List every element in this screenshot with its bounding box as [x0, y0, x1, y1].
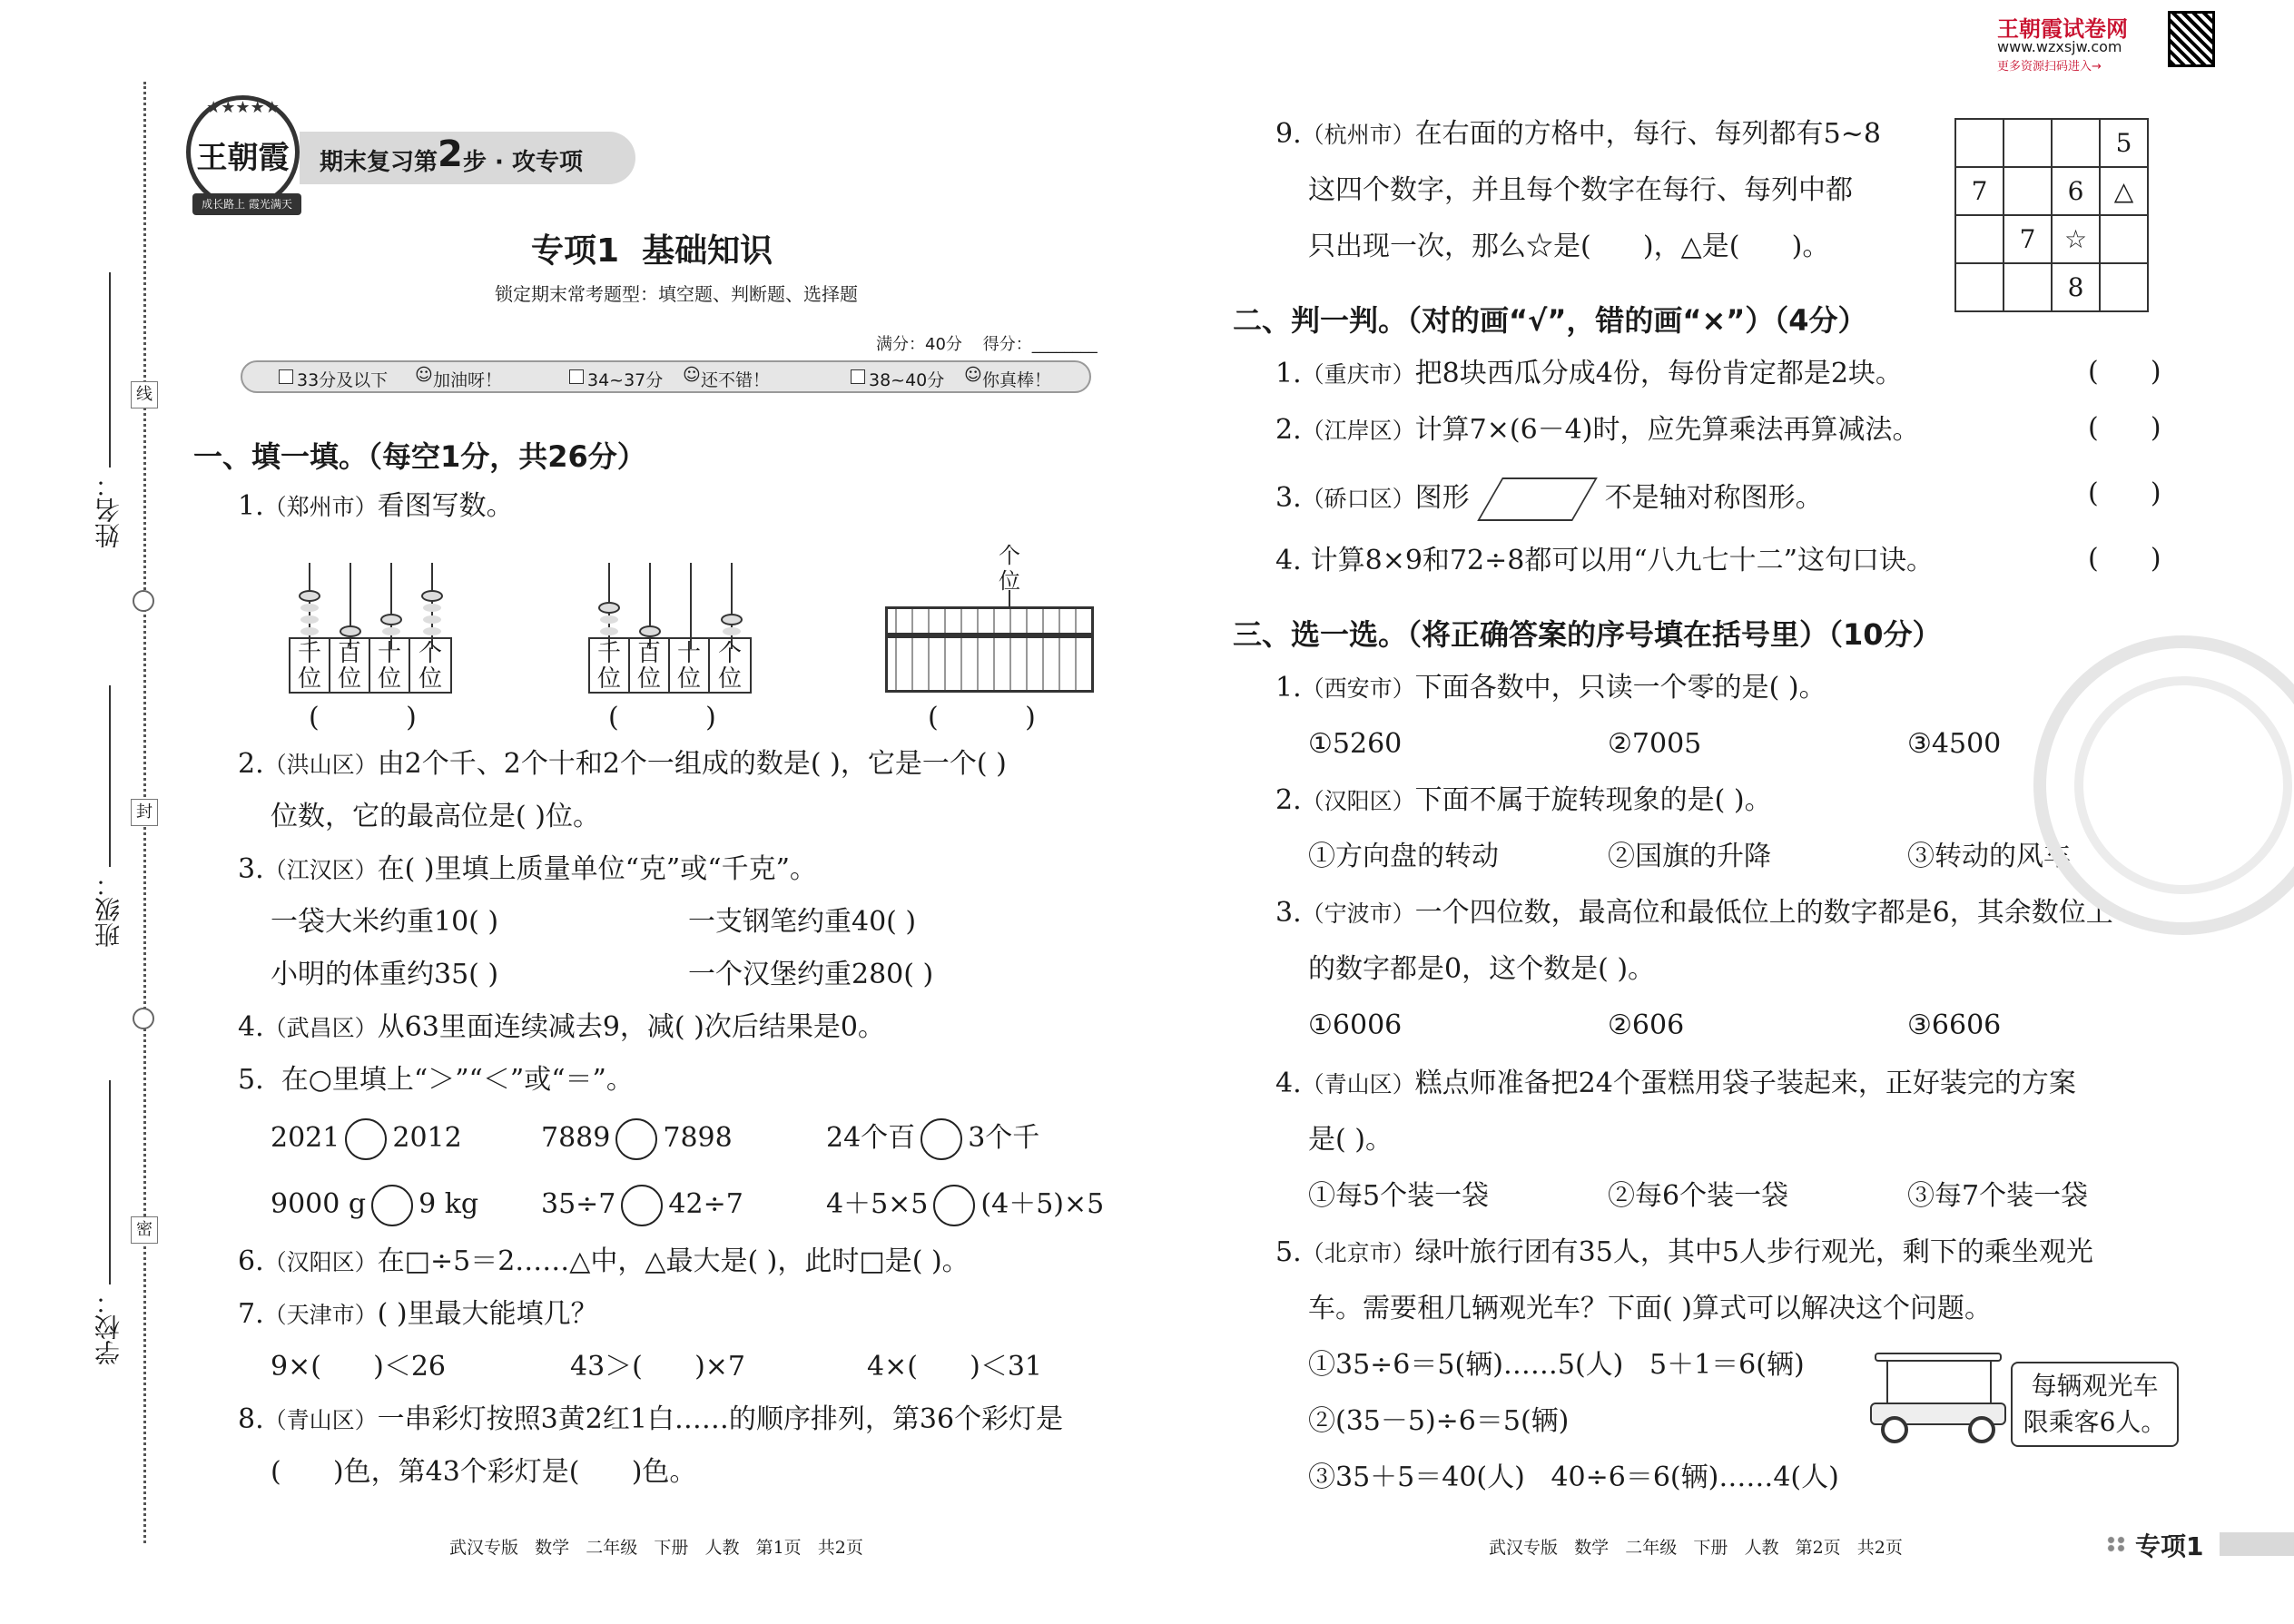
grid-cell [1955, 119, 2004, 167]
cart-roof [1875, 1353, 2002, 1362]
judge-paren[interactable]: ( ) [2088, 356, 2161, 388]
option-b[interactable]: ②7005 [1608, 728, 1702, 760]
compare-circle[interactable] [371, 1185, 413, 1226]
grid-cell [2004, 119, 2052, 167]
q-source: （北京市） [1301, 1240, 1415, 1266]
site-name: 王朝霞试卷网 [1997, 16, 2128, 42]
place-qian: 千位 [290, 639, 330, 692]
footer-tag: 专项1 [2135, 1531, 2204, 1561]
suanpan-frame [885, 606, 1094, 693]
compare-row-1 [271, 1118, 462, 1160]
q-text: 在□÷5＝2……△中，△最大是( )，此时□是( )。 [377, 1245, 970, 1277]
q1-6 [238, 1244, 970, 1281]
latin-square-grid [1954, 118, 2149, 312]
beads [340, 625, 361, 637]
header-badge [300, 132, 635, 184]
q1-8-line2: ( )色，第43个彩灯是( )色。 [271, 1456, 697, 1488]
q-source: （杭州市） [1301, 122, 1415, 148]
brand-name: 王朝霞 [196, 140, 290, 176]
compare-circle[interactable] [933, 1185, 975, 1226]
q-num: 4. [1275, 1068, 1302, 1099]
q-num: 6. [238, 1245, 264, 1277]
compare-left: 35÷7 [541, 1188, 616, 1220]
rod [431, 563, 433, 649]
q-text: 下面不属于旋转现象的是( )。 [1414, 784, 1772, 816]
q1-7-b: 43＞( )×7 [570, 1351, 746, 1383]
q1-7-c: 4×( )＜31 [867, 1351, 1043, 1383]
footer-left: 武汉专版 数学 二年级 下册 人教 第1页 共2页 [449, 1538, 863, 1558]
judge-4 [1275, 543, 1934, 579]
q-source: （硚口区） [1301, 486, 1415, 512]
brand-logo [186, 95, 300, 209]
q-text: 计算7×(6－4)时，应先算乘法再算减法。 [1414, 414, 1920, 446]
school-line[interactable] [109, 1080, 111, 1284]
cart-wheel [1881, 1416, 1908, 1443]
grid-cell: 8 [2052, 263, 2100, 311]
choice-4-line2: 是( )。 [1308, 1124, 1393, 1156]
place-table [588, 637, 752, 694]
option-c[interactable]: ③35＋5＝40(人) 40÷6＝6(辆)……4(人) [1308, 1462, 1839, 1493]
rod [690, 563, 692, 649]
class-label: 班级： [94, 871, 123, 948]
q-text: 把8块西瓜分成4份，每份肯定都是2块。 [1414, 358, 1903, 389]
q1-3-c: 小明的体重约35( ) [271, 959, 499, 990]
q-source: （武昌区） [263, 1015, 378, 1041]
grid-cell [2100, 263, 2148, 311]
q1-1 [238, 488, 514, 526]
smile-icon: ☺ [964, 365, 982, 385]
section2-heading: 二、判一判。（对的画“√”，错的画“×”）（4分） [1233, 303, 1867, 338]
answer-paren[interactable]: ( ) [309, 702, 417, 733]
grid-cell: 7 [1955, 167, 2004, 215]
q-text: 从63里面连续减去9，减( )次后结果是0。 [377, 1011, 885, 1043]
compare-right: 9 kg [418, 1188, 479, 1220]
compare-row-2 [271, 1185, 478, 1226]
rating-checkbox[interactable] [569, 369, 584, 384]
q-source: （西安市） [1301, 675, 1415, 702]
q1-3-a: 一袋大米约重10( ) [271, 906, 499, 938]
q-text: 绿叶旅行团有35人，其中5人步行观光，剩下的乘坐观光 [1414, 1236, 2093, 1268]
grid-cell: △ [2100, 167, 2148, 215]
grid-cell [2100, 215, 2148, 263]
place-shi: 十位 [370, 639, 410, 692]
compare-left: 9000 g [271, 1188, 367, 1220]
q-num: 7. [238, 1298, 264, 1330]
smile-icon: ☺ [683, 365, 701, 385]
beads [721, 614, 743, 625]
q-text: 在( )里填上质量单位“克”或“千克”。 [377, 853, 817, 885]
footer-dots-icon [2106, 1536, 2126, 1552]
compare-left: 2021 [271, 1122, 340, 1154]
q-source: （宁波市） [1301, 901, 1415, 927]
q1-5: 5. 在○里填上“＞”“＜”或“＝”。 [238, 1064, 634, 1096]
choice-4 [1275, 1066, 2076, 1103]
place-ge: 个位 [418, 640, 443, 693]
page-title: 专项1 基础知识 [531, 232, 773, 270]
option-a[interactable]: ①每5个装一袋 [1308, 1180, 1490, 1212]
q-text: 下面各数中，只读一个零的是( )。 [1414, 672, 1826, 704]
q-num: 1. [1275, 672, 1302, 704]
q-num: 3. [1275, 897, 1302, 929]
note-line-2: 限乘客6人。 [2023, 1407, 2167, 1437]
q-source: （青山区） [263, 1407, 378, 1433]
q-num: 5. [1275, 1236, 1302, 1268]
page-subtitle: 锁定期末常考题型：填空题、判断题、选择题 [495, 283, 858, 305]
option-a[interactable]: ①35÷6＝5(辆)……5(人) 5＋1＝6(辆) [1308, 1349, 1805, 1381]
compare-row-1b [541, 1118, 733, 1160]
q-text: ( )里最大能填几？ [377, 1298, 598, 1330]
q1-9-line2: 这四个数字，并且每个数字在每行、每列中都 [1308, 174, 1853, 206]
q-num: 8. [238, 1403, 264, 1435]
option-a[interactable]: ①5260 [1308, 728, 1403, 760]
compare-left: 24个百 [826, 1122, 916, 1154]
school-label: 学校： [94, 1289, 123, 1365]
judge-2 [1275, 412, 1919, 449]
q1-9-line3: 只出现一次，那么☆是( )，△是( )。 [1308, 231, 1830, 262]
place-ge: 个位 [718, 640, 743, 693]
q-text: 图形 [1414, 482, 1470, 514]
rating-checkbox[interactable] [851, 369, 865, 384]
q-num: 3. [238, 853, 264, 885]
site-more: 更多资源扫码进入→ [1997, 60, 2102, 74]
judge-paren[interactable]: ( ) [2088, 477, 2161, 509]
rod [731, 563, 733, 649]
q-text: 在右面的方格中，每行、每列都有5~8 [1414, 118, 1881, 150]
rating-range-high: 38~40分 [869, 370, 945, 390]
q-num: 1. [238, 490, 264, 522]
q1-7 [238, 1296, 598, 1334]
rating-msg-high: 你真棒！ [982, 370, 1052, 390]
q-text: 一串彩灯按照3黄2红1白……的顺序排列，第36个彩灯是 [377, 1403, 1064, 1435]
q1-9 [1275, 116, 1881, 153]
smile-icon: ☺ [415, 365, 433, 385]
counting-frame-2 [588, 554, 752, 694]
q-num: 1. [1275, 358, 1302, 389]
rating-range-low: 33分及以下 [297, 370, 389, 390]
compare-right: 3个千 [968, 1122, 1040, 1154]
q-num: 4. [1275, 545, 1302, 576]
judge-paren[interactable]: ( ) [2088, 412, 2161, 444]
choice-2 [1275, 782, 1772, 820]
place-bai: 百位 [330, 639, 370, 692]
judge-paren[interactable]: ( ) [2088, 543, 2161, 575]
badge-step: 2 [438, 133, 463, 175]
note-line-1: 每辆观光车 [2031, 1371, 2159, 1401]
compare-left: 4＋5×5 [826, 1188, 929, 1220]
answer-paren[interactable]: ( ) [928, 702, 1036, 733]
seal-feng: 封 [131, 799, 158, 826]
choice-3-line2: 的数字都是0，这个数是( )。 [1308, 953, 1656, 985]
compare-right: 42÷7 [668, 1188, 743, 1220]
brand-stars-icon: ★★★★★ [206, 98, 280, 117]
place-qian: 千位 [590, 639, 630, 692]
q1-4 [238, 1009, 885, 1047]
q-source: （江汉区） [263, 857, 378, 883]
name-line[interactable] [109, 272, 111, 468]
beads [639, 625, 661, 637]
cart-note-box [2011, 1362, 2179, 1447]
compare-right: 7898 [663, 1122, 733, 1154]
choice-3 [1275, 895, 2113, 932]
badge-title: 期末复习第 [320, 149, 438, 176]
q1-7-a: 9×( )＜26 [271, 1351, 447, 1383]
footer-tag-bar [2220, 1532, 2294, 1556]
beads [598, 602, 620, 614]
cart-wheel [1968, 1416, 1995, 1443]
compare-circle[interactable] [921, 1118, 962, 1160]
q-source: （重庆市） [1301, 361, 1415, 388]
beads [299, 590, 320, 602]
ge-wei-label: 个位 [999, 543, 1020, 594]
q-source: （汉阳区） [1301, 788, 1415, 814]
qr-code[interactable] [2168, 11, 2215, 67]
grid-cell [1955, 215, 2004, 263]
compare-circle[interactable] [345, 1118, 387, 1160]
brand-ribbon: 成长路上 霞光满天 [192, 193, 301, 215]
q-source: （天津市） [263, 1302, 378, 1328]
rod [390, 563, 392, 649]
q-text: 看图写数。 [377, 490, 514, 522]
q-source: （江岸区） [1301, 418, 1415, 444]
option-b[interactable]: ②每6个装一袋 [1608, 1180, 1789, 1212]
option-b[interactable]: ②国旗的升降 [1608, 841, 1771, 872]
choice-5 [1275, 1235, 2093, 1272]
grid-cell [2004, 263, 2052, 311]
rating-bar [241, 360, 1091, 393]
class-line[interactable] [109, 685, 111, 867]
seal-mi: 密 [131, 1216, 158, 1244]
q-source: （汉阳区） [263, 1249, 378, 1275]
q1-8 [238, 1402, 1063, 1439]
q-num: 2. [1275, 784, 1302, 816]
answer-paren[interactable]: ( ) [608, 702, 716, 733]
q-source: （青山区） [1301, 1071, 1415, 1097]
rating-msg-mid: 还不错！ [701, 370, 771, 390]
compare-row-2c [826, 1185, 1104, 1226]
option-a[interactable]: ①6006 [1308, 1009, 1403, 1041]
q-text: 糕点师准备把24个蛋糕用袋子装起来，正好装完的方案 [1414, 1068, 2076, 1099]
q1-2-line2: 位数，它的最高位是( )位。 [271, 801, 600, 832]
place-bai: 百位 [630, 639, 670, 692]
compare-right: 2012 [392, 1122, 462, 1154]
grid-cell: 6 [2052, 167, 2100, 215]
compare-row-1c [826, 1118, 1039, 1160]
place-table [289, 637, 452, 694]
grid-cell [1955, 263, 2004, 311]
grid-cell: ☆ [2052, 215, 2100, 263]
q-num: 3. [1275, 482, 1302, 514]
option-b[interactable]: ②(35－5)÷6＝5(辆) [1308, 1405, 1570, 1437]
name-label: 姓名： [94, 472, 123, 548]
site-url: www.wzxsjw.com [1997, 38, 2122, 55]
seal-xian: 线 [131, 381, 158, 408]
q1-2 [238, 746, 1007, 783]
choice-1 [1275, 670, 1826, 707]
footer-right: 武汉专版 数学 二年级 下册 人教 第2页 共2页 [1489, 1538, 1903, 1558]
q-num: 2. [1275, 414, 1302, 446]
option-c[interactable]: ③6606 [1907, 1009, 2002, 1041]
option-c[interactable]: ③4500 [1907, 728, 2002, 760]
option-c[interactable]: ③每7个装一袋 [1907, 1180, 2089, 1212]
badge-tail: 步 · 攻专项 [463, 149, 583, 176]
option-a[interactable]: ①方向盘的转动 [1308, 841, 1499, 872]
place-shi: 十位 [670, 639, 710, 692]
section1-heading: 一、填一填。（每空1分，共26分） [193, 439, 646, 474]
q-text: 计算8×9和72÷8都可以用“八九七十二”这句口诀。 [1310, 545, 1935, 576]
compare-right: (4＋5)×5 [980, 1188, 1105, 1220]
rating-range-mid: 34~37分 [587, 370, 664, 390]
arrow-down-icon [1009, 590, 1010, 606]
q-source: （郑州市） [263, 494, 378, 520]
q-num: 4. [238, 1011, 264, 1043]
judge-3 [1275, 477, 1823, 521]
rating-msg-low: 加油呀！ [433, 370, 503, 390]
q1-3-b: 一支钢笔约重40( ) [688, 906, 917, 938]
choice-5-line2: 车。需要租几辆观光车？下面( )算式可以解决这个问题。 [1308, 1293, 1992, 1324]
option-b[interactable]: ②606 [1608, 1009, 1685, 1041]
section3-heading: 三、选一选。（将正确答案的序号填在括号里）（10分） [1233, 617, 1942, 652]
rating-checkbox[interactable] [279, 369, 293, 384]
beads [380, 614, 402, 625]
q-text-2: 不是轴对称图形。 [1604, 482, 1823, 514]
grid-cell [2052, 119, 2100, 167]
q-text: 由2个千、2个十和2个一组成的数是( )，它是一个( ) [377, 748, 1007, 780]
grid-cell [2004, 167, 2052, 215]
q-text: 一个四位数，最高位和最低位上的数字都是6，其余数位上 [1414, 897, 2113, 929]
hole-icon [133, 590, 154, 612]
q-num: 2. [238, 748, 264, 780]
compare-left: 7889 [541, 1122, 611, 1154]
judge-1 [1275, 356, 1903, 393]
counting-frame-1 [289, 554, 452, 694]
rod [309, 563, 310, 649]
q-source: （洪山区） [263, 752, 378, 778]
score-line: 满分：40分 得分：________ [876, 335, 1098, 354]
q1-3 [238, 851, 817, 889]
sightseeing-cart-icon [1870, 1353, 2006, 1448]
grid-cell: 7 [2004, 215, 2052, 263]
q1-3-d: 一个汉堡约重280( ) [688, 959, 934, 990]
suanpan-beam [888, 633, 1091, 638]
option-c[interactable]: ③转动的风车 [1907, 841, 2071, 872]
compare-circle[interactable] [615, 1118, 657, 1160]
grid-cell: 5 [2100, 119, 2148, 167]
parallelogram-icon [1477, 477, 1598, 521]
beads [421, 590, 443, 602]
q-num: 9. [1275, 118, 1302, 150]
compare-row-2b [541, 1185, 743, 1226]
hole-icon [133, 1008, 154, 1029]
compare-circle[interactable] [621, 1185, 663, 1226]
